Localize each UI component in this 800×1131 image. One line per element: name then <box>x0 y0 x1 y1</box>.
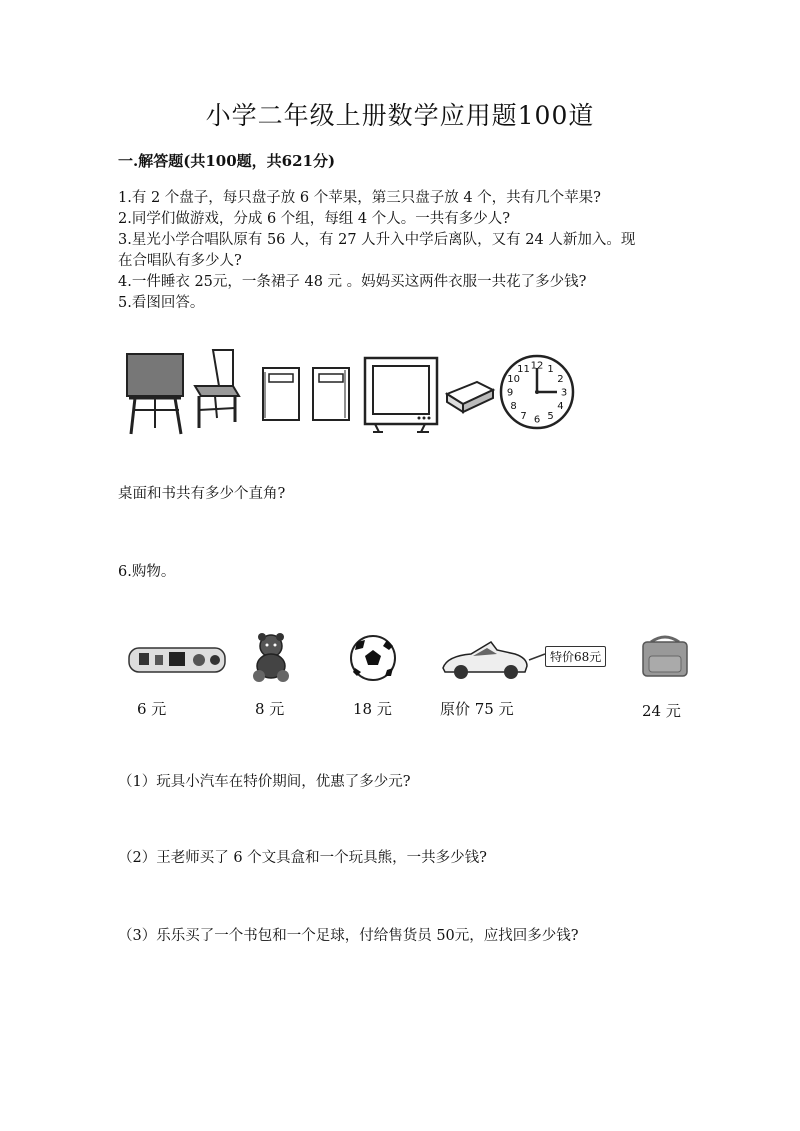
question-3-line-1: 3.星光小学合唱队原有 56 人，有 27 人升入中学后离队，又有 24 人新加入。现 <box>118 232 636 248</box>
clock-number: 4 <box>557 401 564 412</box>
clock-number: 6 <box>533 414 541 426</box>
page-title: 小学二年级上册数学应用题100道 <box>205 101 595 130</box>
football-icon <box>351 636 395 680</box>
clock-number: 11 <box>517 364 530 376</box>
toy-car-icon <box>443 642 545 679</box>
clock-number: 2 <box>557 374 564 385</box>
clock-number: 10 <box>507 374 520 385</box>
football-price: 18 元 <box>353 700 392 718</box>
book-icon <box>313 368 349 420</box>
clock-number: 9 <box>506 387 514 399</box>
eraser-icon <box>447 382 493 412</box>
school-bag-icon <box>643 637 687 676</box>
clock-number: 5 <box>547 410 554 422</box>
question-6-2: （2）王老师买了 6 个文具盒和一个玩具熊，一共多少钱? <box>118 850 487 866</box>
chair-icon <box>195 350 239 428</box>
question-5-figure <box>125 348 585 438</box>
car-sale-tag: 特价68元 <box>545 646 606 667</box>
question-4: 4.一件睡衣 25元，一条裙子 48 元 。妈妈买这两件衣服一共花了多少钱? <box>118 274 587 290</box>
pencil-box-icon <box>129 648 225 672</box>
clock-number: 12 <box>530 360 544 372</box>
pencil-box-price: 6 元 <box>137 700 167 718</box>
question-3-line-2: 在合唱队有多少人? <box>118 253 242 269</box>
objects-illustration <box>125 348 585 438</box>
car-price: 原价 75 元 <box>440 700 514 718</box>
question-5-sub: 桌面和书共有多少个直角? <box>118 486 286 502</box>
section-heading: 一.解答题(共100题，共621分) <box>118 152 336 170</box>
shopping-illustration <box>125 628 695 688</box>
blackboard-stand-icon <box>127 354 183 434</box>
bear-price: 8 元 <box>255 700 285 718</box>
clock-number: 3 <box>560 387 568 399</box>
question-6-3: （3）乐乐买了一个书包和一个足球，付给售货员 50元，应找回多少钱? <box>118 928 579 944</box>
television-icon <box>365 358 437 432</box>
book-icon <box>263 368 299 420</box>
clock-number: 1 <box>547 364 554 376</box>
question-6-1: （1）玩具小汽车在特价期间，优惠了多少元? <box>118 774 411 790</box>
question-6: 6.购物。 <box>118 564 176 580</box>
clock-number: 8 <box>510 401 517 412</box>
question-5: 5.看图回答。 <box>118 295 205 311</box>
shopping-items <box>125 628 695 728</box>
question-1: 1.有 2 个盘子，每只盘子放 6 个苹果，第三只盘子放 4 个，共有几个苹果? <box>118 190 601 206</box>
bag-price: 24 元 <box>642 702 681 720</box>
clock-icon <box>501 356 573 428</box>
teddy-bear-icon <box>253 633 289 682</box>
clock-number: 7 <box>520 410 527 422</box>
question-2: 2.同学们做游戏，分成 6 个组，每组 4 个人。一共有多少人? <box>118 211 510 227</box>
